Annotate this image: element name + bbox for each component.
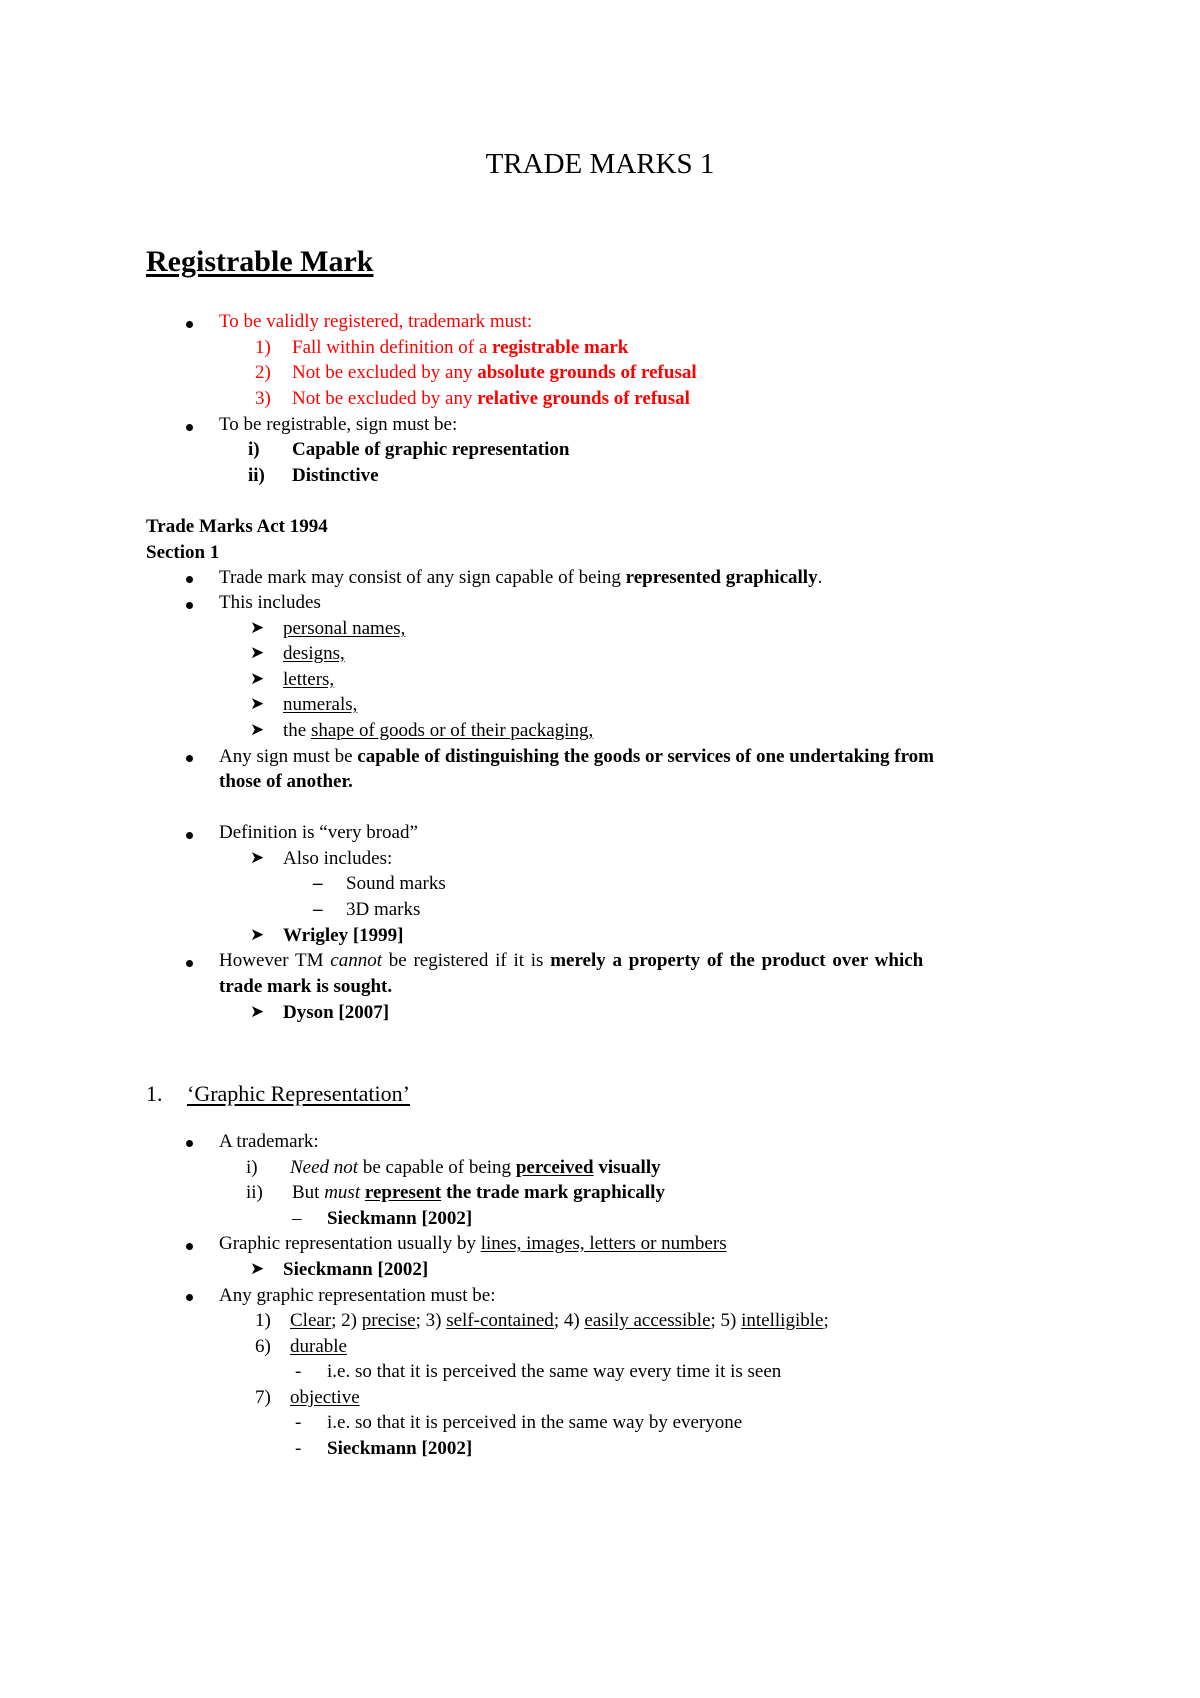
arrow-bullet-icon: ➤ [250, 848, 265, 868]
arrow-bullet-icon: ➤ [250, 1259, 265, 1279]
r7-num: 7) [255, 1387, 271, 1408]
act-bullet-1: Trade mark may consist of any sign capable of being represented graphically. [219, 567, 823, 588]
intro-sub2-2-num: ii) [248, 465, 265, 486]
r1-num: 1) [255, 1310, 271, 1331]
intro-sub-3: Not be excluded by any relative grounds of refusal [292, 388, 690, 409]
requirement-objective-note: i.e. so that it is perceived in the same way by everyone [327, 1412, 743, 1433]
heading-registrable-mark: Registrable Mark [146, 245, 374, 278]
bullet-icon [186, 576, 193, 583]
dash-bullet-icon: - [295, 1412, 302, 1433]
s1-bullet-3: Any graphic representation must be: [219, 1285, 496, 1306]
arrow-bullet-icon: ➤ [250, 618, 265, 638]
act-bullet-5: However TM cannot be registered if it is merely a property of the product over which [219, 950, 924, 971]
act-bullet-2: This includes [219, 592, 321, 613]
s1-bullet-1: A trademark: [219, 1131, 319, 1152]
bullet-icon [186, 321, 193, 328]
intro-item-1: To be validly registered, trademark must: [219, 311, 533, 332]
intro-sub-1-num: 1) [255, 337, 271, 358]
section-title: ‘Graphic Representation’ [187, 1081, 410, 1106]
dash-bullet-icon: – [292, 1208, 302, 1229]
requirement-objective: objective [290, 1387, 360, 1408]
r6-num: 6) [255, 1336, 271, 1357]
intro-sub-2: Not be excluded by any absolute grounds of refusal [292, 362, 697, 383]
act-title: Trade Marks Act 1994 [146, 516, 328, 537]
also-item: 3D marks [346, 899, 421, 920]
include-item: numerals, [283, 694, 358, 715]
also-item: Sound marks [346, 873, 446, 894]
dash-bullet-icon: - [295, 1361, 302, 1382]
bullet-icon [186, 424, 193, 431]
bullet-icon [186, 755, 193, 762]
s1-sub-i: Need not be capable of being perceived visually [290, 1157, 661, 1178]
dash-bullet-icon: – [313, 873, 323, 894]
act-bullet-3-cont: those of another. [219, 771, 353, 792]
act-bullet-4: Definition is “very broad” [219, 822, 418, 843]
intro-sub2-2: Distinctive [292, 465, 379, 486]
include-item-shape: the shape of goods or of their packaging, [283, 720, 594, 741]
dash-bullet-icon: – [313, 899, 323, 920]
act-section: Section 1 [146, 542, 220, 563]
arrow-bullet-icon: ➤ [250, 925, 265, 945]
section-number: 1. [146, 1081, 163, 1106]
bullet-icon [186, 1140, 193, 1147]
act-bullet-3: Any sign must be capable of distinguishing the goods or services of one undertaking from [219, 746, 935, 767]
intro-sub2-1: Capable of graphic representation [292, 439, 570, 460]
arrow-bullet-icon: ➤ [250, 669, 265, 689]
intro-sub-1: Fall within definition of a registrable mark [292, 337, 629, 358]
document-title: TRADE MARKS 1 [485, 148, 715, 180]
bullet-icon [186, 602, 193, 609]
case-sieckmann: Sieckmann [2002] [327, 1438, 473, 1459]
case-dyson: Dyson [2007] [283, 1002, 390, 1023]
case-sieckmann: Sieckmann [2002] [283, 1259, 429, 1280]
arrow-bullet-icon: ➤ [250, 720, 265, 740]
intro-item-2: To be registrable, sign must be: [219, 414, 458, 435]
bullet-icon [186, 832, 193, 839]
case-sieckmann: Sieckmann [2002] [327, 1208, 473, 1229]
s1-sub-ii: But must represent the trade mark graphically [292, 1182, 665, 1203]
intro-sub-3-num: 3) [255, 388, 271, 409]
requirement-durable: durable [290, 1336, 347, 1357]
arrow-bullet-icon: ➤ [250, 694, 265, 714]
bullet-icon [186, 1294, 193, 1301]
requirement-durable-note: i.e. so that it is perceived the same way every time it is seen [327, 1361, 782, 1382]
include-item: designs, [283, 643, 345, 664]
case-wrigley: Wrigley [1999] [283, 925, 404, 946]
dash-bullet-icon: - [295, 1438, 302, 1459]
intro-sub2-1-num: i) [248, 439, 260, 460]
act-bullet-5-cont: trade mark is sought. [219, 976, 393, 997]
intro-sub-2-num: 2) [255, 362, 271, 383]
s1-sub-i-num: i) [246, 1157, 258, 1178]
arrow-bullet-icon: ➤ [250, 1002, 265, 1022]
arrow-bullet-icon: ➤ [250, 643, 265, 663]
s1-bullet-2: Graphic representation usually by lines, images, letters or numbers [219, 1233, 727, 1254]
bullet-icon [186, 960, 193, 967]
include-item: letters, [283, 669, 335, 690]
s1-sub-ii-num: ii) [246, 1182, 263, 1203]
requirements-list: Clear; 2) precise; 3) self-contained; 4) easily accessible; 5) intelligible; [290, 1310, 829, 1331]
include-item: personal names, [283, 618, 406, 639]
also-includes: Also includes: [283, 848, 393, 869]
bullet-icon [186, 1243, 193, 1250]
